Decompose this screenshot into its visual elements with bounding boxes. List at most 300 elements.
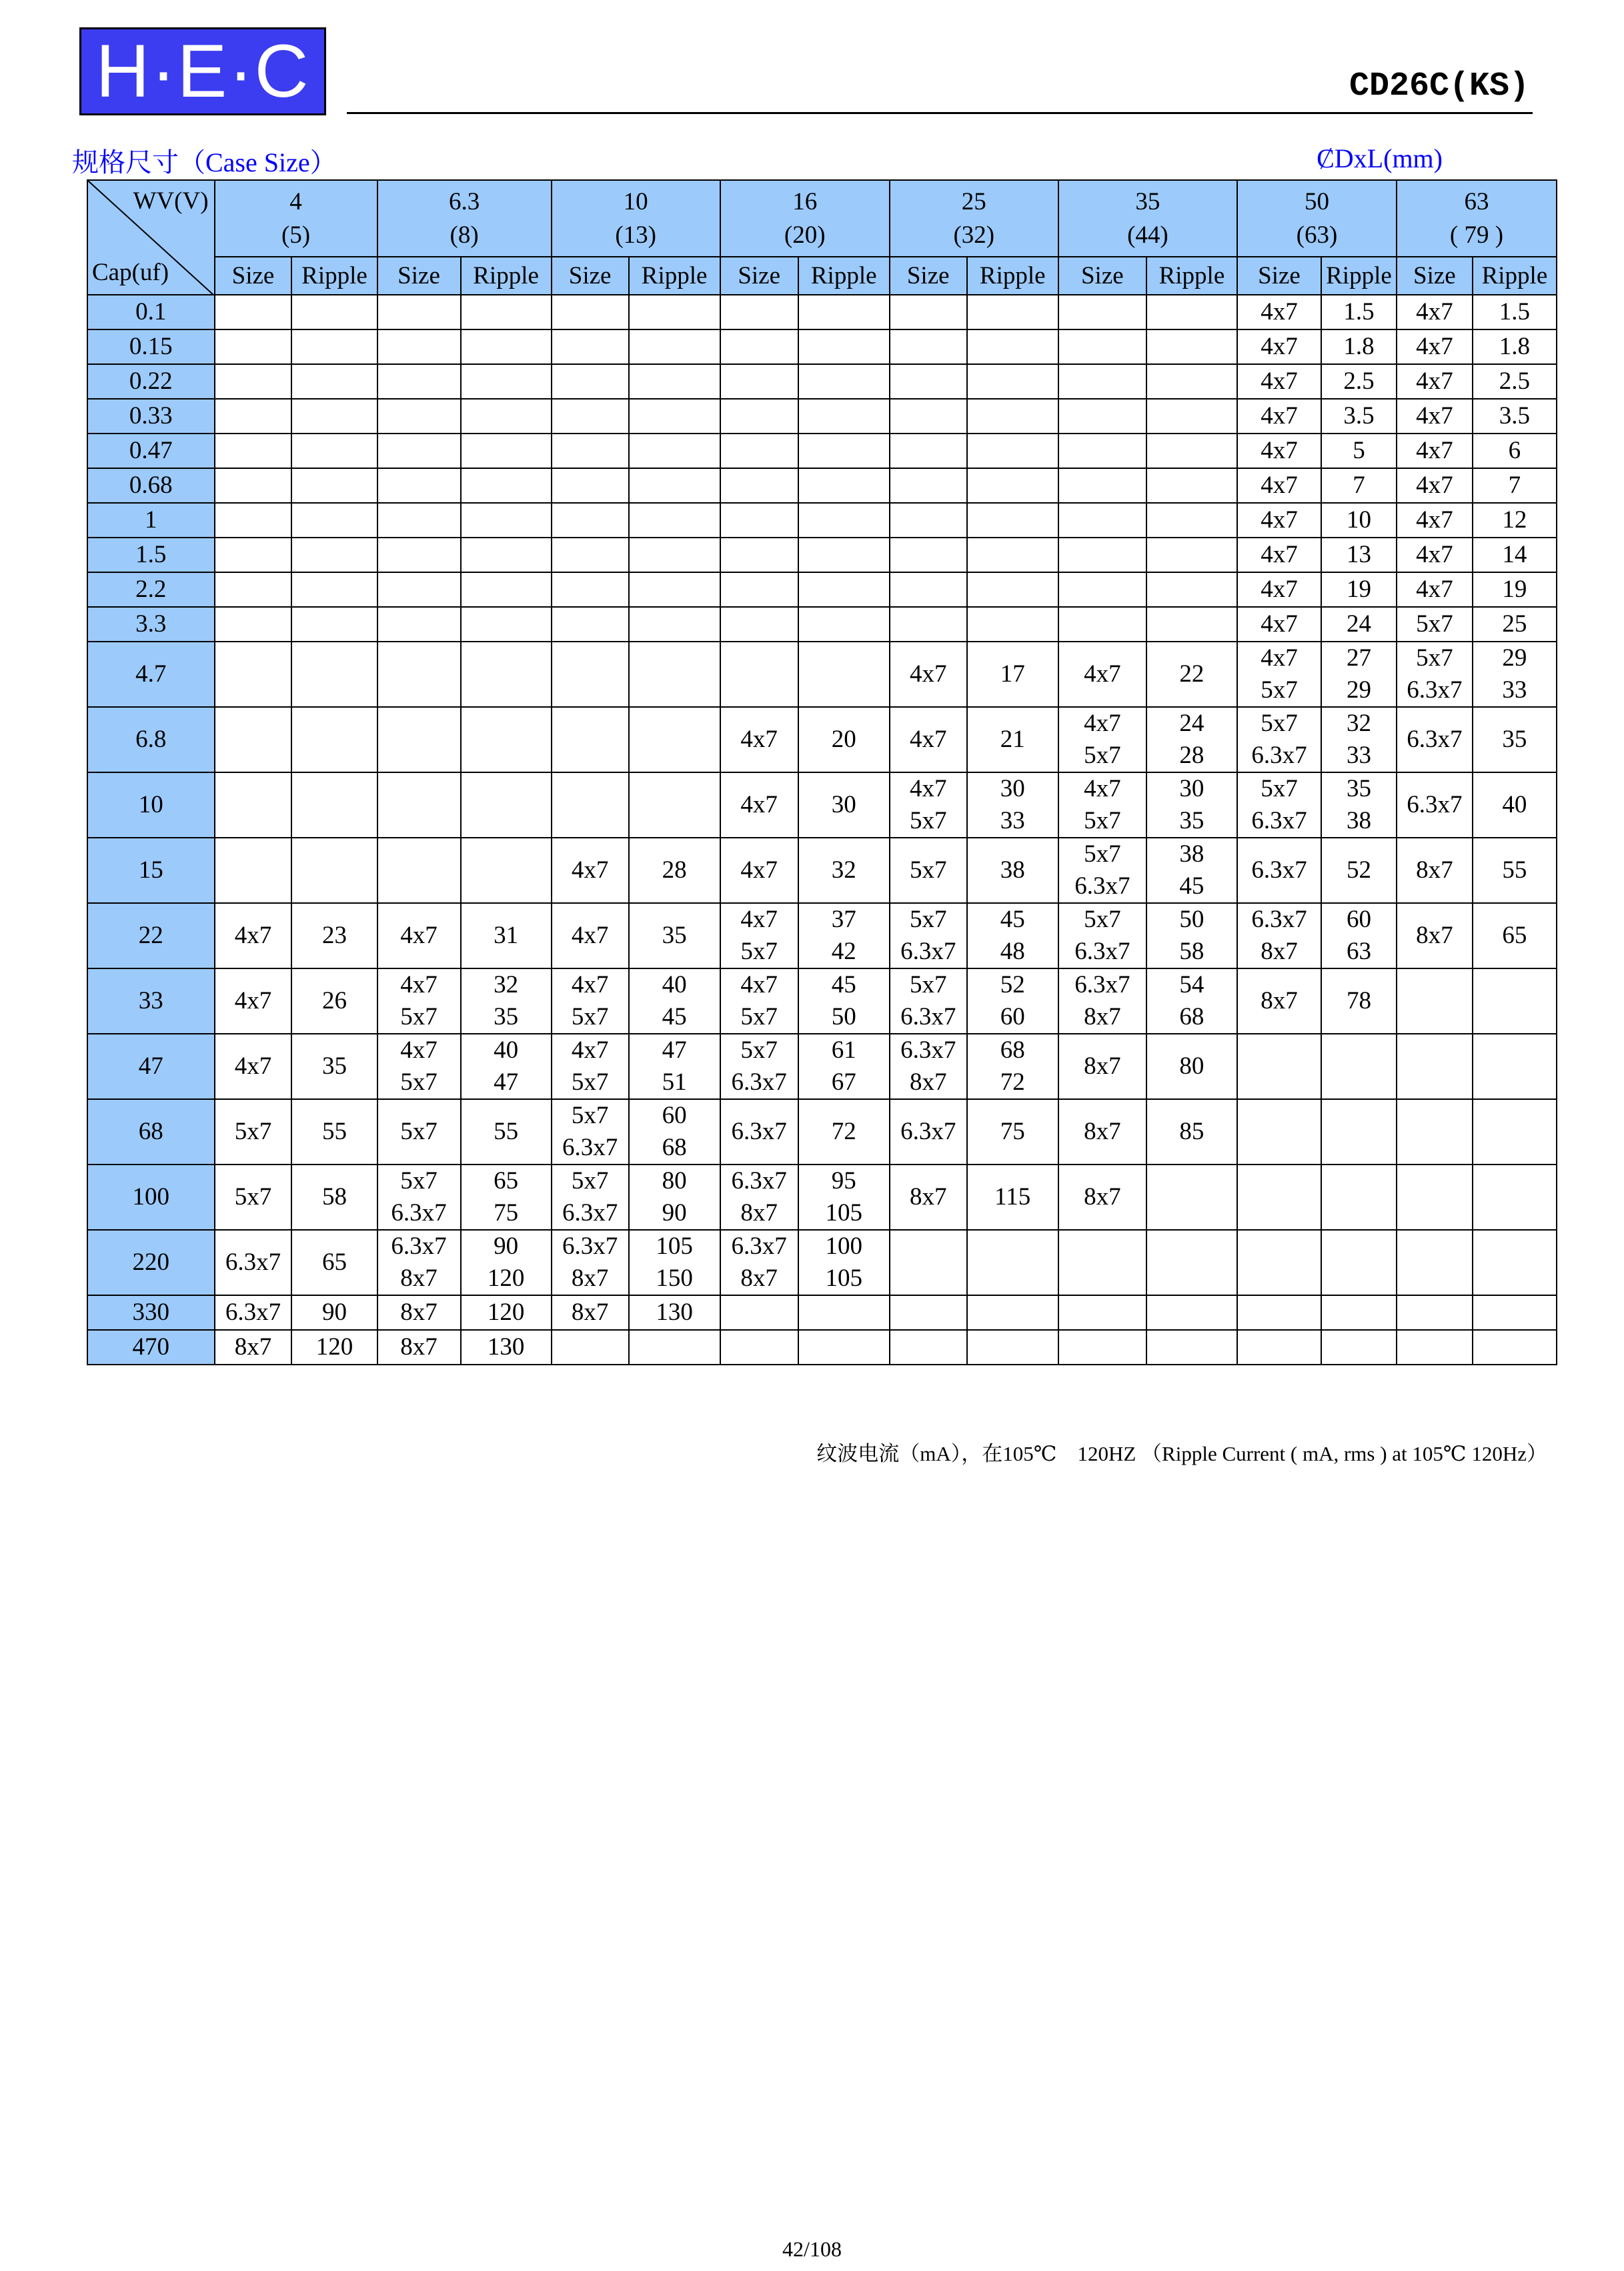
- cell-line: 10: [1346, 506, 1371, 534]
- size-cell: [1058, 538, 1146, 572]
- table-row: [87, 503, 1557, 538]
- size-cell: [890, 607, 967, 642]
- size-cell: [552, 434, 629, 468]
- ripple-cell: [1146, 642, 1237, 707]
- cell-line: 8x7: [909, 1183, 947, 1211]
- cell-line: 4x7: [1416, 333, 1453, 360]
- size-cell: [720, 364, 798, 399]
- size-cell: [1058, 1165, 1146, 1230]
- cell-line: 55: [494, 1118, 519, 1145]
- ripple-cell: [1473, 1034, 1557, 1099]
- ripple-cell: [1473, 434, 1557, 468]
- ripple-cell: [291, 329, 377, 364]
- ripple-cell: [1473, 468, 1557, 503]
- size-cell: [552, 707, 629, 772]
- cell-line: 28: [662, 856, 687, 884]
- size-cell: [552, 903, 629, 968]
- size-cell: [215, 572, 292, 607]
- ripple-cell: [1146, 1034, 1237, 1099]
- capacitance-cell: 10: [87, 772, 215, 838]
- capacitance-cell: 2.2: [87, 572, 215, 607]
- ripple-cell: [1146, 468, 1237, 503]
- size-cell: [890, 772, 967, 838]
- cell-line: 5x7: [400, 1068, 438, 1096]
- ripple-cell: [629, 642, 720, 707]
- cell-line: 19: [1346, 576, 1371, 603]
- cell-line: 60: [1000, 1003, 1025, 1030]
- size-cell: [215, 838, 292, 903]
- ripple-cell: [967, 399, 1058, 434]
- ripple-cell: [629, 364, 720, 399]
- ripple-cell: [629, 1165, 720, 1230]
- cell-line: 130: [656, 1299, 693, 1326]
- cell-line: 4x7: [1084, 775, 1121, 802]
- size-cell: [890, 707, 967, 772]
- cell-line: 4x7: [740, 791, 778, 818]
- size-cell: [552, 538, 629, 572]
- cell-line: 6.3x7: [1407, 791, 1463, 818]
- ripple-cell: [1146, 1330, 1237, 1365]
- size-cell: [552, 838, 629, 903]
- cell-line: 50: [831, 1003, 856, 1030]
- cell-line: 63: [1346, 938, 1371, 965]
- ripple-cell: [798, 903, 890, 968]
- cell-line: 55: [322, 1118, 347, 1145]
- cell-line: 30: [1000, 775, 1025, 802]
- cell-line: 8x7: [1084, 1183, 1121, 1211]
- cell-line: 105: [656, 1233, 693, 1260]
- cell-line: 6.3x7: [900, 1118, 956, 1145]
- ripple-cell: [461, 538, 552, 572]
- size-cell: [1397, 642, 1473, 707]
- size-cell: [1237, 1295, 1321, 1330]
- cell-line: 5x7: [1261, 676, 1298, 704]
- working-voltage: 6.3: [448, 187, 480, 215]
- ripple-cell: [629, 538, 720, 572]
- ripple-cell: [461, 364, 552, 399]
- size-cell: [377, 468, 461, 503]
- unit-label: ȻDxL(mm): [1317, 143, 1443, 173]
- ripple-cell: [291, 1230, 377, 1295]
- ripple-cell: [461, 903, 552, 968]
- size-cell: [1058, 503, 1146, 538]
- size-cell: [1237, 1165, 1321, 1230]
- cell-line: 4x7: [1416, 576, 1453, 603]
- size-cell: [720, 838, 798, 903]
- cell-line: 5x7: [1416, 610, 1453, 638]
- ripple-cell: [291, 295, 377, 329]
- size-cell: [1058, 968, 1146, 1034]
- ripple-cell: [967, 903, 1058, 968]
- ripple-cell: [798, 1295, 890, 1330]
- size-cell: [552, 329, 629, 364]
- size-cell: [890, 329, 967, 364]
- cell-line: 8x7: [400, 1333, 438, 1361]
- size-cell: [720, 1230, 798, 1295]
- working-voltage: 25: [961, 187, 986, 215]
- table-row: [87, 434, 1557, 468]
- cell-line: 4x7: [1261, 367, 1298, 395]
- size-cell: [1397, 399, 1473, 434]
- size-cell: [215, 1099, 292, 1165]
- logo-text: H·E·C: [95, 29, 310, 113]
- cell-line: 55: [1502, 856, 1527, 884]
- cell-line: 6.3x7: [1407, 726, 1463, 753]
- size-cell: [215, 1034, 292, 1099]
- cell-line: 4x7: [1084, 660, 1121, 688]
- ripple-cell: [461, 434, 552, 468]
- size-cell: [720, 607, 798, 642]
- size-cell: [377, 707, 461, 772]
- size-cell: [552, 503, 629, 538]
- size-cell: [215, 329, 292, 364]
- cell-line: 8x7: [740, 1265, 778, 1292]
- size-cell: [720, 772, 798, 838]
- cell-line: 4x7: [909, 726, 947, 753]
- hec-logo: [79, 27, 326, 115]
- ripple-cell: [1146, 968, 1237, 1034]
- size-cell: [720, 1295, 798, 1330]
- cap-label: Cap(uf): [92, 259, 169, 286]
- cell-line: 2.5: [1343, 367, 1375, 395]
- ripple-cell: [967, 838, 1058, 903]
- capacitance-cell: 3.3: [87, 607, 215, 642]
- size-cell: [1058, 1295, 1146, 1330]
- table-row: [87, 707, 1557, 772]
- cell-line: 19: [1502, 576, 1527, 603]
- ripple-cell: [1146, 1230, 1237, 1295]
- size-cell: [890, 1099, 967, 1165]
- size-cell: [1237, 838, 1321, 903]
- cell-line: 1.8: [1343, 333, 1375, 360]
- size-cell: [720, 1099, 798, 1165]
- size-cell: [215, 1230, 292, 1295]
- size-cell: [377, 903, 461, 968]
- ripple-cell: [967, 1295, 1058, 1330]
- table-row: [87, 295, 1557, 329]
- cell-line: 48: [1000, 938, 1025, 965]
- cell-line: 6.3x7: [1074, 938, 1130, 965]
- capacitance-cell: 47: [87, 1034, 215, 1099]
- size-cell: [1237, 1034, 1321, 1099]
- ripple-cell: [1473, 295, 1557, 329]
- cell-line: 6.3x7: [225, 1249, 281, 1276]
- cell-line: 29: [1502, 644, 1527, 672]
- size-cell: [215, 364, 292, 399]
- ripple-cell: [1146, 538, 1237, 572]
- table-row: [87, 364, 1557, 399]
- ripple-cell: [461, 468, 552, 503]
- size-cell: [377, 434, 461, 468]
- document-title: CD26C(KS): [1349, 67, 1529, 105]
- ripple-cell: [1146, 707, 1237, 772]
- cell-line: 72: [1000, 1068, 1025, 1096]
- ripple-cell: [798, 364, 890, 399]
- voltage-header: [1237, 180, 1397, 257]
- size-cell: [377, 572, 461, 607]
- size-column-header: Size: [720, 257, 798, 295]
- size-cell: [1397, 838, 1473, 903]
- ripple-cell: [1473, 968, 1557, 1034]
- cell-line: 5x7: [1261, 710, 1298, 737]
- cell-line: 6.3x7: [562, 1134, 618, 1161]
- ripple-cell: [291, 434, 377, 468]
- size-cell: [1058, 642, 1146, 707]
- size-cell: [377, 838, 461, 903]
- voltage-header: [552, 180, 720, 257]
- size-column-header: Size: [890, 257, 967, 295]
- ripple-cell: [629, 329, 720, 364]
- size-cell: [890, 434, 967, 468]
- ripple-cell: [1321, 1230, 1397, 1295]
- cell-line: 6: [1508, 437, 1521, 464]
- cell-line: 29: [1346, 676, 1371, 704]
- cell-line: 5x7: [909, 971, 947, 998]
- size-cell: [215, 399, 292, 434]
- size-cell: [1237, 1099, 1321, 1165]
- ripple-cell: [1321, 538, 1397, 572]
- cell-line: 4x7: [1416, 506, 1453, 534]
- cell-line: 6.3x7: [1074, 872, 1130, 900]
- cell-line: 1.5: [1343, 298, 1375, 325]
- ripple-cell: [798, 434, 890, 468]
- cell-line: 7: [1353, 472, 1365, 499]
- size-cell: [720, 707, 798, 772]
- size-cell: [890, 572, 967, 607]
- size-cell: [1237, 1330, 1321, 1365]
- cell-line: 80: [662, 1167, 687, 1195]
- cell-line: 4x7: [909, 775, 947, 802]
- ripple-cell: [1146, 1099, 1237, 1165]
- ripple-cell: [1146, 838, 1237, 903]
- cell-line: 32: [494, 971, 519, 998]
- cell-line: 105: [825, 1199, 862, 1227]
- capacitance-cell: 470: [87, 1330, 215, 1365]
- cell-line: 4x7: [1416, 541, 1453, 568]
- cell-line: 5x7: [571, 1068, 609, 1096]
- cell-line: 6.3x7: [731, 1167, 787, 1195]
- size-cell: [1058, 295, 1146, 329]
- table-row: [87, 838, 1557, 903]
- ripple-cell: [798, 607, 890, 642]
- cell-line: 8x7: [1416, 856, 1453, 884]
- cell-line: 5x7: [571, 1102, 609, 1129]
- ripple-cell: [291, 1165, 377, 1230]
- cell-line: 58: [1179, 938, 1204, 965]
- cell-line: 6.3x7: [391, 1233, 447, 1260]
- cell-line: 6.3x7: [1251, 742, 1307, 769]
- size-cell: [1058, 1230, 1146, 1295]
- cell-line: 54: [1179, 971, 1204, 998]
- ripple-cell: [798, 295, 890, 329]
- size-cell: [552, 642, 629, 707]
- size-cell: [1397, 968, 1473, 1034]
- size-cell: [720, 538, 798, 572]
- ripple-cell: [291, 968, 377, 1034]
- cell-line: 6.3x7: [900, 1036, 956, 1064]
- size-cell: [1237, 707, 1321, 772]
- ripple-cell: [1146, 572, 1237, 607]
- cell-line: 52: [1000, 971, 1025, 998]
- ripple-cell: [291, 1099, 377, 1165]
- cell-line: 4x7: [400, 971, 438, 998]
- capacitance-cell: 15: [87, 838, 215, 903]
- cell-line: 27: [1346, 644, 1371, 672]
- cell-line: 58: [322, 1183, 347, 1211]
- cell-line: 20: [831, 726, 856, 753]
- ripple-cell: [461, 1295, 552, 1330]
- ripple-cell: [1321, 642, 1397, 707]
- cell-line: 33: [1502, 676, 1527, 704]
- cell-line: 45: [831, 971, 856, 998]
- ripple-cell: [967, 1099, 1058, 1165]
- cell-line: 22: [1179, 660, 1204, 688]
- ripple-cell: [1146, 503, 1237, 538]
- ripple-cell: [1146, 1165, 1237, 1230]
- cell-line: 4x7: [234, 1052, 272, 1080]
- ripple-cell: [629, 607, 720, 642]
- table-row: [87, 1099, 1557, 1165]
- ripple-cell: [967, 295, 1058, 329]
- capacitance-cell: 0.47: [87, 434, 215, 468]
- cell-line: 47: [662, 1036, 687, 1064]
- cell-line: 130: [487, 1333, 525, 1361]
- cell-line: 35: [1346, 775, 1371, 802]
- size-cell: [890, 1230, 967, 1295]
- size-cell: [890, 642, 967, 707]
- ripple-cell: [461, 329, 552, 364]
- ripple-cell: [798, 1099, 890, 1165]
- cell-line: 6.3x7: [900, 1003, 956, 1030]
- size-cell: [552, 1230, 629, 1295]
- table-row: [87, 468, 1557, 503]
- ripple-cell: [1321, 607, 1397, 642]
- ripple-cell: [461, 642, 552, 707]
- size-cell: [1237, 572, 1321, 607]
- cell-line: 5x7: [909, 807, 947, 834]
- size-cell: [215, 468, 292, 503]
- ripple-cell: [1146, 607, 1237, 642]
- ripple-cell: [798, 968, 890, 1034]
- ripple-cell: [629, 503, 720, 538]
- size-cell: [552, 1295, 629, 1330]
- cell-line: 4x7: [234, 987, 272, 1014]
- cell-line: 4x7: [1261, 576, 1298, 603]
- cell-line: 5x7: [234, 1118, 272, 1145]
- cell-line: 8x7: [740, 1199, 778, 1227]
- ripple-cell: [967, 1330, 1058, 1365]
- ripple-cell: [291, 707, 377, 772]
- cell-line: 5x7: [571, 1167, 609, 1195]
- ripple-cell: [967, 538, 1058, 572]
- ripple-cell: [1321, 364, 1397, 399]
- ripple-cell: [1321, 329, 1397, 364]
- ripple-cell: [629, 1295, 720, 1330]
- cell-line: 23: [322, 922, 347, 949]
- cell-line: 35: [322, 1052, 347, 1080]
- ripple-cell: [1473, 538, 1557, 572]
- cell-line: 68: [662, 1134, 687, 1161]
- size-cell: [215, 772, 292, 838]
- capacitance-cell: 4.7: [87, 642, 215, 707]
- size-cell: [1397, 1165, 1473, 1230]
- ripple-cell: [1473, 707, 1557, 772]
- cell-line: 5x7: [1416, 644, 1453, 672]
- cell-line: 95: [831, 1167, 856, 1195]
- ripple-cell: [1321, 434, 1397, 468]
- cell-line: 4x7: [1416, 437, 1453, 464]
- size-cell: [720, 642, 798, 707]
- size-cell: [377, 1034, 461, 1099]
- capacitance-cell: 22: [87, 903, 215, 968]
- size-cell: [1058, 1034, 1146, 1099]
- cell-line: 8x7: [571, 1299, 609, 1326]
- ripple-cell: [629, 434, 720, 468]
- cell-line: 68: [1179, 1003, 1204, 1030]
- table-row: [87, 1230, 1557, 1295]
- cell-line: 31: [494, 922, 519, 949]
- cell-line: 40: [1502, 791, 1527, 818]
- size-cell: [720, 1330, 798, 1365]
- working-voltage: 16: [792, 187, 818, 215]
- size-cell: [215, 707, 292, 772]
- cell-line: 4x7: [571, 856, 609, 884]
- ripple-column-header: Ripple: [798, 257, 890, 295]
- cell-line: 4x7: [1261, 506, 1298, 534]
- size-cell: [1237, 434, 1321, 468]
- ripple-cell: [798, 1165, 890, 1230]
- ripple-cell: [967, 642, 1058, 707]
- ripple-cell: [291, 503, 377, 538]
- table-corner-header: [87, 180, 215, 295]
- ripple-cell: [1321, 468, 1397, 503]
- capacitance-cell: 1.5: [87, 538, 215, 572]
- ripple-column-header: Ripple: [291, 257, 377, 295]
- ripple-cell: [291, 642, 377, 707]
- ripple-cell: [1321, 1034, 1397, 1099]
- ripple-cell: [967, 1034, 1058, 1099]
- ripple-cell: [1146, 1295, 1237, 1330]
- cell-line: 4x7: [1261, 644, 1298, 672]
- ripple-cell: [1473, 1295, 1557, 1330]
- size-cell: [1058, 399, 1146, 434]
- surge-voltage: (32): [953, 221, 995, 249]
- cell-line: 120: [487, 1265, 525, 1292]
- ripple-cell: [461, 838, 552, 903]
- cell-line: 38: [1346, 807, 1371, 834]
- ripple-cell: [1321, 838, 1397, 903]
- size-cell: [1397, 1295, 1473, 1330]
- cell-line: 4x7: [234, 922, 272, 949]
- cell-line: 5x7: [571, 1003, 609, 1030]
- table-row: [87, 572, 1557, 607]
- cell-line: 5x7: [1084, 807, 1121, 834]
- size-cell: [1058, 364, 1146, 399]
- ripple-cell: [1321, 772, 1397, 838]
- cell-line: 30: [1179, 775, 1204, 802]
- capacitance-cell: 220: [87, 1230, 215, 1295]
- size-cell: [377, 1330, 461, 1365]
- size-cell: [1237, 329, 1321, 364]
- cell-line: 4x7: [740, 856, 778, 884]
- cell-line: 35: [494, 1003, 519, 1030]
- ripple-cell: [629, 295, 720, 329]
- size-cell: [890, 1330, 967, 1365]
- cell-line: 12: [1502, 506, 1527, 534]
- size-cell: [720, 968, 798, 1034]
- capacitance-cell: 68: [87, 1099, 215, 1165]
- cell-line: 8x7: [1084, 1003, 1121, 1030]
